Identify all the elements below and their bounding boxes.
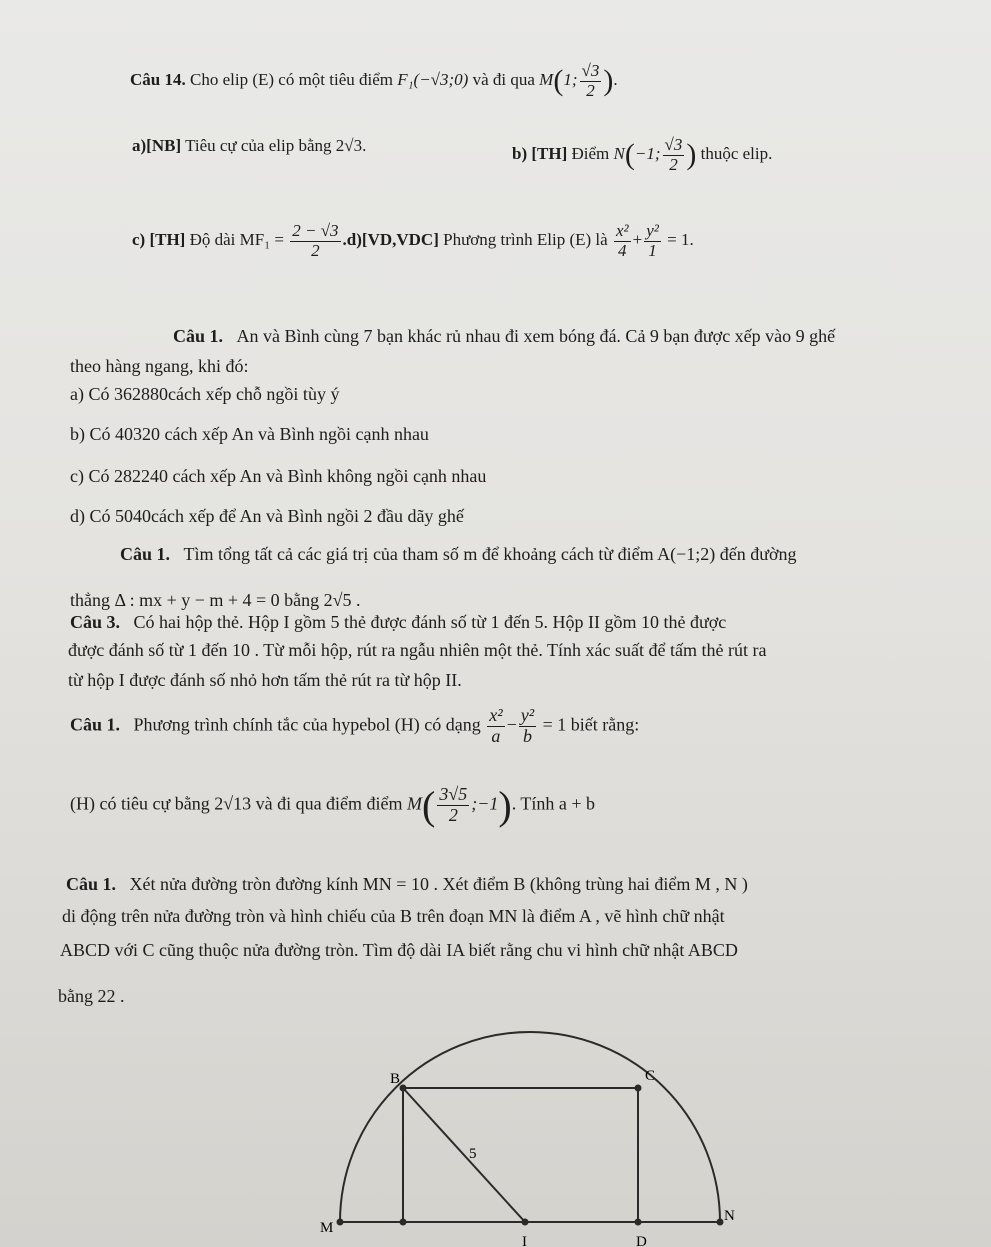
q14-b-tail: thuộc elip. xyxy=(700,144,773,164)
label-five: 5 xyxy=(469,1146,477,1162)
paren: ( xyxy=(553,64,564,98)
radius-bi xyxy=(403,1088,525,1222)
label-n: N xyxy=(724,1208,735,1224)
frac-num: x² xyxy=(489,705,503,725)
q14-heading: Câu 14. xyxy=(130,70,186,90)
paren: ) xyxy=(686,138,697,172)
q1d-line2: di động trên nửa đường tròn và hình chiếu của B trên đoạn MN là điểm A , vẽ hình chữ nhật xyxy=(62,906,725,926)
q14-focus: F₁(−√3;0) xyxy=(397,70,469,90)
paren: ( xyxy=(624,138,635,172)
q1a-option-b: b) Có 40320 cách xếp An và Bình ngồi cạnh nhau xyxy=(70,424,429,444)
frac-num: x² xyxy=(615,221,629,240)
q1c-text3: . Tính a + b xyxy=(511,793,596,814)
q1a-heading: Câu 1. xyxy=(173,326,224,346)
frac-den: 2 xyxy=(311,240,320,260)
label-b: B xyxy=(390,1071,401,1087)
q1a-option-d: d) Có 5040cách xếp để An và Bình ngồi 2 đầu dãy ghế xyxy=(70,506,464,526)
q1d-text1: Xét nửa đường tròn đường kính MN = 10 . Xét điểm B (không trùng hai điểm M , N ) xyxy=(129,874,748,894)
q1d-heading: Câu 1. xyxy=(66,874,117,894)
point-m-label: M xyxy=(407,793,423,814)
paren: ) xyxy=(603,64,614,98)
q14-c-text: Độ dài MF₁ = xyxy=(189,230,284,250)
point-c xyxy=(635,1085,642,1092)
plus-sign: + xyxy=(632,230,643,250)
q1a-option-a: a) Có 362880cách xếp chỗ ngồi tùy ý xyxy=(70,384,340,404)
frac-num: √3 xyxy=(664,135,683,154)
q1c-text1: Phương trình chính tắc của hypebol (H) có dạng xyxy=(133,714,481,735)
frac-den: b xyxy=(522,725,532,746)
q1d-line4: bằng 22 . xyxy=(58,986,125,1006)
q3-text1: Có hai hộp thẻ. Hộp I gồm 5 thẻ được đánh số từ 1 đến 5. Hộp II gồm 10 thẻ được xyxy=(133,612,727,632)
semicircle-arc xyxy=(340,1032,720,1222)
point-n-label: N xyxy=(613,144,625,164)
q1c-text2: (H) có tiêu cự bằng 2√13 và đi qua điểm điểm xyxy=(70,793,403,814)
frac-num: √3 xyxy=(581,61,600,80)
point-d xyxy=(635,1219,642,1226)
q3-heading: Câu 3. xyxy=(70,612,121,632)
frac-num: y² xyxy=(520,705,535,725)
point-a xyxy=(400,1219,407,1226)
q1b-heading: Câu 1. xyxy=(120,544,171,564)
q14-a-tag: a)[NB] xyxy=(132,136,182,155)
q14-via: và đi qua xyxy=(472,70,535,90)
label-i: I xyxy=(522,1234,527,1247)
frac-den: 4 xyxy=(618,240,627,260)
q14-a-text: Tiêu cự của elip bằng 2√3. xyxy=(185,136,367,155)
q14-line1: Câu 14. Cho elip (E) có một tiêu điểm F₁(−√3;0) và đi qua M(1; $\frac{√3}{2}$ ). xyxy=(130,61,618,100)
q1b-line2: thẳng Δ : mx + y − m + 4 = 0 bằng 2√5 . xyxy=(70,590,361,610)
q14-d-text: Phương trình Elip (E) là xyxy=(443,230,608,250)
q1a-text1: An và Bình cùng 7 bạn khác rủ nhau đi xem bóng đá. Cả 9 bạn được xếp vào 9 ghế xyxy=(236,326,836,346)
q14-intro: Cho elip (E) có một tiêu điểm xyxy=(189,70,393,90)
frac-den: 2 xyxy=(448,805,458,825)
q3-line3: từ hộp I được đánh số nhỏ hơn tấm thẻ rút ra từ hộp II. xyxy=(68,670,462,690)
q1c-tail: = 1 biết rằng: xyxy=(542,714,640,735)
q1a-line2: theo hàng ngang, khi đó: xyxy=(70,356,249,376)
paren: ( xyxy=(422,783,436,828)
q1b-text1: Tìm tổng tất cả các giá trị của tham số m để khoảng cách từ điểm A(−1;2) đến đường xyxy=(183,544,797,564)
q14-b-tag: b) [TH] xyxy=(512,144,568,164)
label-c: C xyxy=(645,1068,656,1084)
q1a-option-c: c) Có 282240 cách xếp An và Bình không ngồi cạnh nhau xyxy=(70,466,487,486)
minus-sign: − xyxy=(506,714,517,735)
label-d: D xyxy=(636,1234,647,1247)
q1c-heading: Câu 1. xyxy=(70,714,121,735)
q14-d-tag: .d)[VD,VDC] xyxy=(342,230,439,250)
frac-den: 2 xyxy=(669,154,678,174)
point-b xyxy=(400,1085,407,1092)
q1d-line3: ABCD với C cũng thuộc nửa đường tròn. Tìm độ dài IA biết rằng chu vi hình chữ nhật ABCD xyxy=(60,940,738,960)
point-m-x: 1; xyxy=(563,70,578,90)
paren: ) xyxy=(498,783,512,828)
point-m xyxy=(337,1219,344,1226)
frac-num: 2 − √3 xyxy=(292,221,339,240)
q14-d-eq: = 1. xyxy=(667,230,694,250)
point-n xyxy=(717,1219,724,1226)
point-n-x: −1; xyxy=(634,144,661,164)
frac-den: 1 xyxy=(648,240,657,260)
point-i xyxy=(522,1219,529,1226)
frac-den: a xyxy=(491,725,501,746)
point-m-y: ;−1 xyxy=(471,793,499,814)
label-m: M xyxy=(320,1220,334,1236)
frac-num: y² xyxy=(646,221,659,240)
q3-line2: được đánh số từ 1 đến 10 . Từ mỗi hộp, rút ra ngẫu nhiên một thẻ. Tính xác suất để tấm thẻ rút ra xyxy=(68,640,767,660)
q14-c-tag: c) [TH] xyxy=(132,230,186,250)
point-m-label: M xyxy=(539,70,554,90)
frac-num: 3√5 xyxy=(439,784,468,805)
q14-b-text: Điểm xyxy=(571,144,610,164)
frac-den: 2 xyxy=(586,80,595,100)
